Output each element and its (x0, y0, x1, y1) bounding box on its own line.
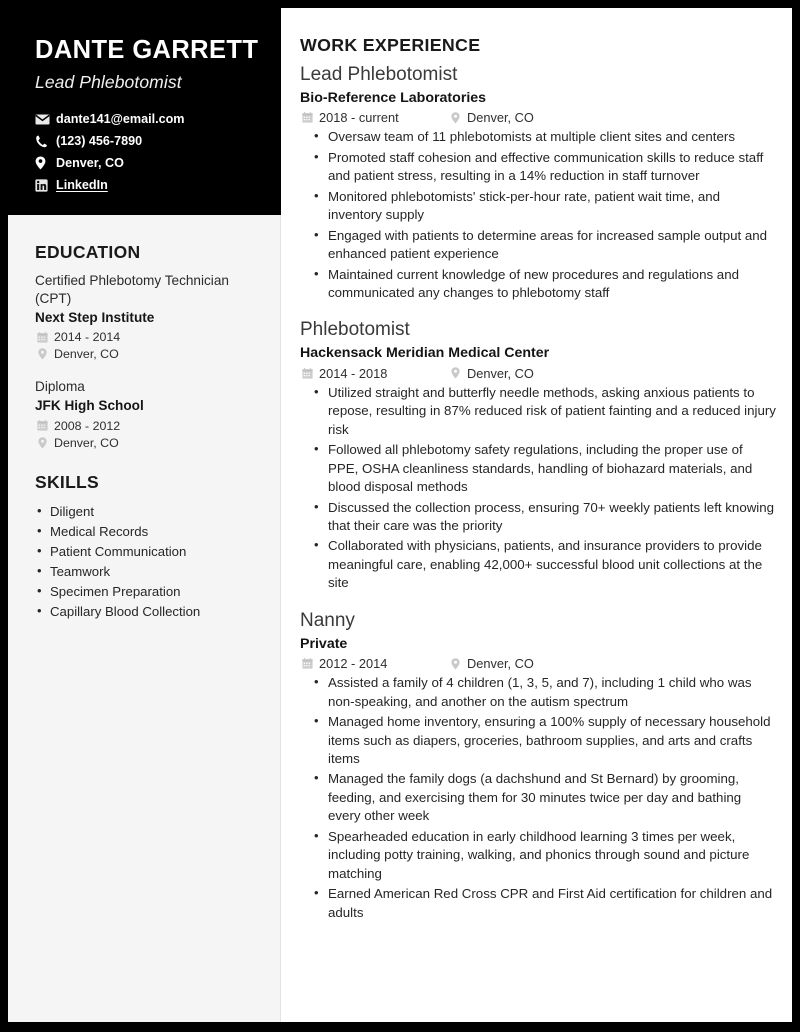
job-company: Hackensack Meridian Medical Center (300, 345, 550, 362)
job-location-text: Denver, CO (467, 110, 534, 126)
list-item: • Discussed the collection process, ensuring 70+ weekly patients left knowing that their care was the priority (300, 499, 776, 536)
contact-linkedin-text[interactable]: LinkedIn (56, 177, 108, 192)
job-entry (300, 610, 776, 922)
map-pin-icon (448, 658, 463, 670)
job-bullets (300, 674, 776, 922)
education-dates-text: 2008 - 2012 (54, 418, 121, 433)
job-title: Phlebotomist (300, 319, 410, 341)
calendar-icon (300, 367, 315, 379)
list-item: • Followed all phlebotomy safety regulations, including the proper use of PPE, OSHA cleanliness standards, handling of biohazard materials, and blood disposal methods (300, 441, 776, 496)
education-location (35, 436, 260, 450)
job-dates (300, 656, 448, 671)
job-dates-text: 2018 - current (319, 110, 399, 126)
contact-location (35, 157, 259, 170)
job-bullets (300, 384, 776, 593)
job-meta (300, 656, 776, 671)
education-location-text: Denver, CO (54, 347, 119, 362)
list-item: • Oversaw team of 11 phlebotomists at multiple client sites and centers (300, 128, 776, 146)
job-meta (300, 110, 776, 125)
page-title: DANTE GARRETT (35, 36, 259, 64)
list-item: • Promoted staff cohesion and effective communication skills to reduce staff and patient stress, resulting in a 14% reduction in staff turnover (300, 149, 776, 186)
map-pin-icon (448, 112, 463, 124)
contact-email (35, 113, 259, 126)
phone-icon (35, 135, 52, 148)
map-pin-icon (35, 348, 50, 360)
envelope-icon (35, 113, 52, 126)
map-pin-icon (35, 157, 52, 170)
calendar-icon (300, 658, 315, 670)
resume-page (8, 8, 792, 1022)
education-degree: Certified Phlebotomy Technician (CPT) (35, 273, 229, 306)
list-item: • Earned American Red Cross CPR and First Aid certification for children and adults (300, 885, 776, 922)
left-column (8, 8, 281, 1022)
sidebar (8, 215, 281, 1022)
work-experience-heading: WORK EXPERIENCE (300, 35, 481, 55)
job-location (448, 656, 534, 671)
contact-list (35, 113, 259, 192)
contact-location-text: Denver, CO (56, 155, 124, 170)
job-entry (300, 319, 776, 592)
list-item: • Patient Communication (35, 542, 260, 562)
job-location-text: Denver, CO (467, 365, 534, 381)
job-bullets (300, 128, 776, 302)
education-location (35, 347, 260, 361)
education-dates (35, 330, 260, 344)
list-item: • Teamwork (35, 562, 260, 582)
map-pin-icon (448, 367, 463, 379)
education-entry (35, 378, 260, 449)
contact-email-text: dante141@email.com (56, 111, 185, 126)
job-dates-text: 2012 - 2014 (319, 656, 388, 672)
education-location-text: Denver, CO (54, 435, 119, 450)
list-item: • Managed home inventory, ensuring a 100% supply of necessary household items such as diapers, groceries, bathroom supplies, and arts and crafts items (300, 713, 776, 768)
education-heading: EDUCATION (35, 242, 141, 262)
job-location-text: Denver, CO (467, 656, 534, 672)
calendar-icon (300, 112, 315, 124)
list-item: • Capillary Blood Collection (35, 602, 260, 622)
list-item: • Diligent (35, 502, 260, 522)
job-dates (300, 110, 448, 125)
skills-list (35, 502, 260, 622)
calendar-icon (35, 331, 50, 343)
job-company: Bio-Reference Laboratories (300, 89, 487, 106)
map-pin-icon (35, 437, 50, 449)
list-item: • Maintained current knowledge of new procedures and regulations and communicated any changes to phlebotomy staff (300, 266, 776, 303)
education-dates-text: 2014 - 2014 (54, 330, 121, 345)
list-item: • Engaged with patients to determine areas for increased sample output and enhanced patient experience (300, 227, 776, 264)
contact-linkedin[interactable] (35, 179, 259, 192)
resume-header (8, 8, 281, 215)
list-item: • Collaborated with physicians, patients, and insurance providers to provide meaningful care, enabling 42,000+ successful blood unit collections at the site (300, 537, 776, 592)
job-location (448, 110, 534, 125)
list-item: • Monitored phlebotomists' stick-per-hour rate, patient wait time, and inventory supply (300, 188, 776, 225)
job-meta (300, 366, 776, 381)
list-item: • Specimen Preparation (35, 582, 260, 602)
education-degree: Diploma (35, 379, 85, 395)
job-dates-text: 2014 - 2018 (319, 365, 388, 381)
job-title: Nanny (300, 609, 355, 631)
linkedin-icon (35, 179, 52, 192)
job-title: Lead Phlebotomist (300, 64, 458, 85)
list-item: • Managed the family dogs (a dachshund and St Bernard) by grooming, feeding, and exercising them for 30 minutes twice per day and bathing every other week (300, 770, 776, 825)
job-location (448, 366, 534, 381)
contact-phone (35, 135, 259, 148)
list-item: • Utilized straight and butterfly needle methods, asking anxious patients to repose, resulting in 87% reduced risk of patient fainting and a reduced injury risk (300, 384, 776, 439)
list-item: • Spearheaded education in early childhood learning 3 times per week, including potty training, walking, and phonics through sound and picture matching (300, 828, 776, 883)
header-subtitle: Lead Phlebotomist (35, 71, 182, 92)
education-entry (35, 272, 260, 361)
list-item: • Medical Records (35, 522, 260, 542)
job-entry (300, 64, 776, 302)
job-company: Private (300, 635, 348, 652)
main-column (282, 8, 792, 1022)
education-dates (35, 419, 260, 433)
education-school: JFK High School (35, 398, 144, 414)
contact-phone-text: (123) 456-7890 (56, 133, 143, 148)
education-school: Next Step Institute (35, 309, 155, 325)
list-item: • Assisted a family of 4 children (1, 3, 5, and 7), including 1 child who was non-speaking, and another on the autism spectrum (300, 674, 776, 711)
job-dates (300, 366, 448, 381)
calendar-icon (35, 420, 50, 432)
skills-heading: SKILLS (35, 471, 100, 492)
